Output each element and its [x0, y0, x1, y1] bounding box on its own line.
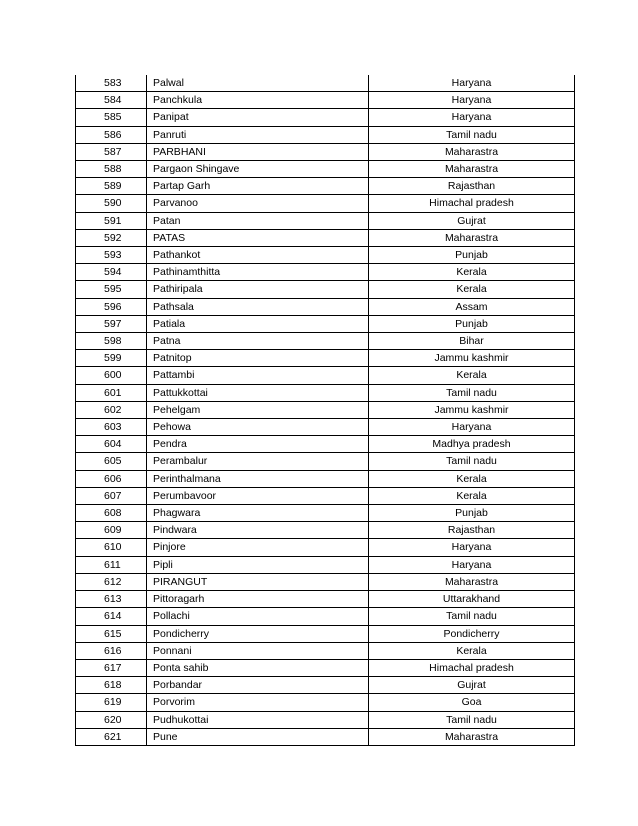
table-row	[76, 178, 575, 195]
state-name-cell: Maharastra	[369, 728, 575, 745]
state-name-cell: Haryana	[369, 556, 575, 573]
row-number-cell: 588	[76, 161, 147, 178]
city-name-cell: Panipat	[147, 109, 369, 126]
state-name-cell: Haryana	[369, 109, 575, 126]
table-row	[76, 573, 575, 590]
state-name-cell: Gujrat	[369, 677, 575, 694]
row-number-cell: 591	[76, 212, 147, 229]
row-number-cell: 592	[76, 229, 147, 246]
table-row	[76, 711, 575, 728]
state-name-cell: Kerala	[369, 367, 575, 384]
row-number-cell: 586	[76, 126, 147, 143]
table-row	[76, 625, 575, 642]
city-name-cell: Parvanoo	[147, 195, 369, 212]
table-row	[76, 247, 575, 264]
table-row	[76, 126, 575, 143]
city-name-cell: Perumbavoor	[147, 487, 369, 504]
city-name-cell: Pattambi	[147, 367, 369, 384]
row-number-cell: 614	[76, 608, 147, 625]
state-name-cell: Haryana	[369, 92, 575, 109]
city-name-cell: Pathiripala	[147, 281, 369, 298]
table-row	[76, 92, 575, 109]
row-number-cell: 590	[76, 195, 147, 212]
state-name-cell: Uttarakhand	[369, 591, 575, 608]
row-number-cell: 595	[76, 281, 147, 298]
city-name-cell: Pattukkottai	[147, 384, 369, 401]
row-number-cell: 610	[76, 539, 147, 556]
state-name-cell: Kerala	[369, 487, 575, 504]
state-name-cell: Rajasthan	[369, 522, 575, 539]
state-name-cell: Haryana	[369, 539, 575, 556]
state-name-cell: Madhya pradesh	[369, 436, 575, 453]
city-name-cell: Pune	[147, 728, 369, 745]
state-name-cell: Gujrat	[369, 212, 575, 229]
table-row	[76, 367, 575, 384]
table-row	[76, 350, 575, 367]
city-name-cell: Pudhukottai	[147, 711, 369, 728]
table-row	[76, 195, 575, 212]
table-row	[76, 556, 575, 573]
table-row	[76, 694, 575, 711]
table-row	[76, 298, 575, 315]
row-number-cell: 611	[76, 556, 147, 573]
city-name-cell: Pindwara	[147, 522, 369, 539]
city-name-cell: PIRANGUT	[147, 573, 369, 590]
table-row	[76, 591, 575, 608]
table-row	[76, 505, 575, 522]
row-number-cell: 584	[76, 92, 147, 109]
city-name-cell: Pathankot	[147, 247, 369, 264]
city-name-cell: Pendra	[147, 436, 369, 453]
state-name-cell: Punjab	[369, 315, 575, 332]
city-name-cell: Porvorim	[147, 694, 369, 711]
state-name-cell: Himachal pradesh	[369, 195, 575, 212]
table-row	[76, 677, 575, 694]
row-number-cell: 594	[76, 264, 147, 281]
row-number-cell: 609	[76, 522, 147, 539]
state-name-cell: Himachal pradesh	[369, 659, 575, 676]
city-name-cell: Perinthalmana	[147, 470, 369, 487]
state-name-cell: Jammu kashmir	[369, 350, 575, 367]
row-number-cell: 608	[76, 505, 147, 522]
row-number-cell: 601	[76, 384, 147, 401]
city-name-cell: Patiala	[147, 315, 369, 332]
city-table-container	[75, 75, 574, 746]
table-row	[76, 75, 575, 92]
state-name-cell: Rajasthan	[369, 178, 575, 195]
table-row	[76, 281, 575, 298]
city-name-cell: Panruti	[147, 126, 369, 143]
row-number-cell: 605	[76, 453, 147, 470]
row-number-cell: 615	[76, 625, 147, 642]
state-name-cell: Tamil nadu	[369, 453, 575, 470]
table-row	[76, 315, 575, 332]
state-name-cell: Kerala	[369, 281, 575, 298]
table-body	[76, 75, 575, 745]
row-number-cell: 597	[76, 315, 147, 332]
city-name-cell: Pollachi	[147, 608, 369, 625]
city-name-cell: Patna	[147, 333, 369, 350]
city-name-cell: Pehelgam	[147, 401, 369, 418]
state-name-cell: Punjab	[369, 505, 575, 522]
table-row	[76, 642, 575, 659]
city-name-cell: Phagwara	[147, 505, 369, 522]
state-name-cell: Punjab	[369, 247, 575, 264]
table-row	[76, 212, 575, 229]
table-row	[76, 143, 575, 160]
table-row	[76, 728, 575, 745]
city-name-cell: Ponnani	[147, 642, 369, 659]
city-name-cell: Pargaon Shingave	[147, 161, 369, 178]
city-state-table	[75, 75, 575, 746]
row-number-cell: 616	[76, 642, 147, 659]
state-name-cell: Tamil nadu	[369, 384, 575, 401]
row-number-cell: 621	[76, 728, 147, 745]
table-row	[76, 419, 575, 436]
state-name-cell: Maharastra	[369, 143, 575, 160]
state-name-cell: Maharastra	[369, 229, 575, 246]
row-number-cell: 620	[76, 711, 147, 728]
city-name-cell: Patnitop	[147, 350, 369, 367]
row-number-cell: 618	[76, 677, 147, 694]
city-name-cell: Pittoragarh	[147, 591, 369, 608]
city-name-cell: Porbandar	[147, 677, 369, 694]
row-number-cell: 602	[76, 401, 147, 418]
city-name-cell: Pehowa	[147, 419, 369, 436]
table-row	[76, 659, 575, 676]
city-name-cell: Patan	[147, 212, 369, 229]
table-row	[76, 453, 575, 470]
city-name-cell: Partap Garh	[147, 178, 369, 195]
table-row	[76, 109, 575, 126]
row-number-cell: 606	[76, 470, 147, 487]
table-row	[76, 401, 575, 418]
city-name-cell: Pipli	[147, 556, 369, 573]
state-name-cell: Pondicherry	[369, 625, 575, 642]
row-number-cell: 598	[76, 333, 147, 350]
row-number-cell: 619	[76, 694, 147, 711]
state-name-cell: Kerala	[369, 642, 575, 659]
row-number-cell: 600	[76, 367, 147, 384]
city-name-cell: Pondicherry	[147, 625, 369, 642]
table-row	[76, 487, 575, 504]
city-name-cell: Perambalur	[147, 453, 369, 470]
state-name-cell: Kerala	[369, 470, 575, 487]
table-row	[76, 470, 575, 487]
row-number-cell: 612	[76, 573, 147, 590]
row-number-cell: 604	[76, 436, 147, 453]
state-name-cell: Haryana	[369, 419, 575, 436]
row-number-cell: 593	[76, 247, 147, 264]
row-number-cell: 613	[76, 591, 147, 608]
city-name-cell: Pinjore	[147, 539, 369, 556]
table-row	[76, 161, 575, 178]
state-name-cell: Tamil nadu	[369, 711, 575, 728]
state-name-cell: Tamil nadu	[369, 126, 575, 143]
city-name-cell: Palwal	[147, 75, 369, 92]
row-number-cell: 607	[76, 487, 147, 504]
city-name-cell: PARBHANI	[147, 143, 369, 160]
state-name-cell: Tamil nadu	[369, 608, 575, 625]
state-name-cell: Kerala	[369, 264, 575, 281]
city-name-cell: Pathsala	[147, 298, 369, 315]
state-name-cell: Bihar	[369, 333, 575, 350]
table-row	[76, 522, 575, 539]
row-number-cell: 589	[76, 178, 147, 195]
row-number-cell: 587	[76, 143, 147, 160]
state-name-cell: Haryana	[369, 75, 575, 92]
row-number-cell: 617	[76, 659, 147, 676]
city-name-cell: PATAS	[147, 229, 369, 246]
state-name-cell: Maharastra	[369, 573, 575, 590]
table-row	[76, 264, 575, 281]
city-name-cell: Ponta sahib	[147, 659, 369, 676]
city-name-cell: Panchkula	[147, 92, 369, 109]
table-row	[76, 436, 575, 453]
row-number-cell: 583	[76, 75, 147, 92]
table-row	[76, 384, 575, 401]
row-number-cell: 585	[76, 109, 147, 126]
table-row	[76, 333, 575, 350]
row-number-cell: 603	[76, 419, 147, 436]
state-name-cell: Assam	[369, 298, 575, 315]
table-row	[76, 229, 575, 246]
state-name-cell: Jammu kashmir	[369, 401, 575, 418]
row-number-cell: 596	[76, 298, 147, 315]
row-number-cell: 599	[76, 350, 147, 367]
table-row	[76, 539, 575, 556]
city-name-cell: Pathinamthitta	[147, 264, 369, 281]
table-row	[76, 608, 575, 625]
state-name-cell: Maharastra	[369, 161, 575, 178]
state-name-cell: Goa	[369, 694, 575, 711]
